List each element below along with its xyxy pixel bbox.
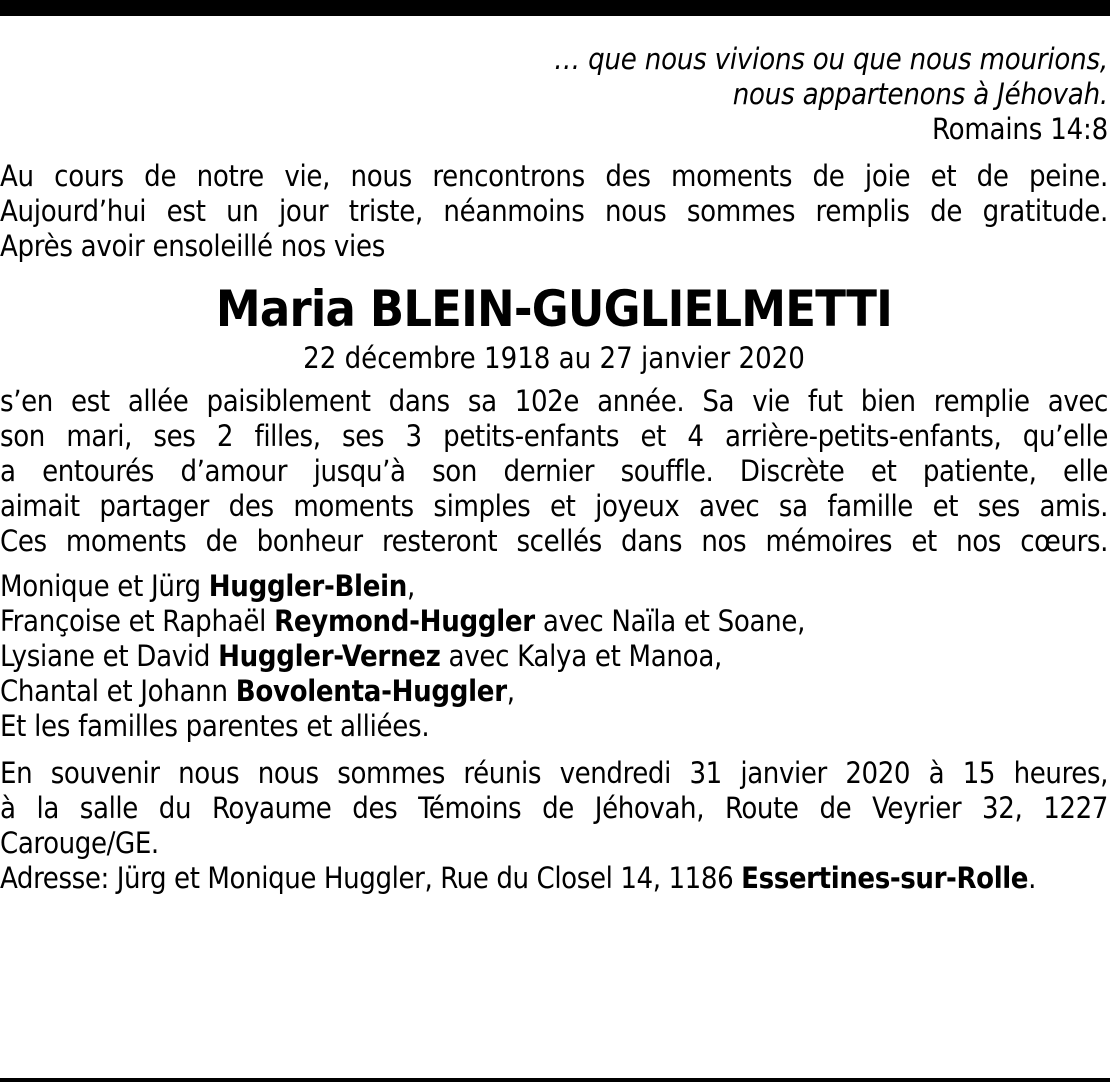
bio-line-1: s’en est allée paisiblement dans sa 102e année. Sa vie fut bien remplie avec xyxy=(0,384,1108,418)
obituary xyxy=(0,42,1108,896)
bio-line-4: aimait partager des moments simples et joyeux avec sa famille et ses amis. xyxy=(0,489,1108,523)
address-line xyxy=(0,861,1108,896)
family-list xyxy=(0,569,1108,744)
family-names: Monique et Jürg xyxy=(0,569,209,603)
family-closing: Et les familles parentes et alliées. xyxy=(0,709,430,743)
intro-line-3: Après avoir ensoleillé nos vies xyxy=(0,229,386,263)
bio-line-3: a entourés d’amour jusqu’à son dernier souffle. Discrète et patiente, elle xyxy=(0,454,1108,488)
memorial-info xyxy=(0,756,1108,896)
address-town: Essertines-sur-Rolle xyxy=(741,861,1029,895)
family-suffix: , xyxy=(407,569,415,603)
bible-quote xyxy=(0,42,1108,147)
family-surname: Bovolenta-Huggler xyxy=(235,674,507,708)
family-surname: Reymond-Huggler xyxy=(274,604,535,638)
family-surname: Huggler-Vernez xyxy=(218,639,441,673)
address-text: Adresse: Jürg et Monique Huggler, Rue du Closel 14, 1186 xyxy=(0,861,742,895)
intro-line-2: Aujourd’hui est un jour triste, néanmoins nous sommes remplis de gratitude. xyxy=(0,194,1108,228)
top-rule xyxy=(0,0,1110,16)
quote-line-1: … que nous vivions ou que nous mourions, xyxy=(554,42,1108,76)
bio-paragraph xyxy=(0,384,1108,559)
family-entry xyxy=(0,674,1108,709)
quote-line-2: nous appartenons à Jéhovah. xyxy=(732,77,1108,111)
memorial-line-2: à la salle du Royaume des Témoins de Jéhovah, Route de Veyrier 32, 1227 xyxy=(0,791,1108,825)
bio-line-2: son mari, ses 2 filles, ses 3 petits-enfants et 4 arrière-petits-enfants, qu’elle xyxy=(0,419,1108,453)
family-entry xyxy=(0,639,1108,674)
family-suffix: avec Naïla et Soane, xyxy=(534,604,806,638)
family-names: Chantal et Johann xyxy=(0,674,236,708)
family-names: Lysiane et David xyxy=(0,639,219,673)
deceased-name: Maria BLEIN-GUGLIELMETTI xyxy=(215,280,893,338)
intro-paragraph xyxy=(0,159,1108,264)
intro-line-1: Au cours de notre vie, nous rencontrons des moments de joie et de peine. xyxy=(0,159,1108,193)
family-surname: Huggler-Blein xyxy=(208,569,408,603)
bio-line-5: Ces moments de bonheur resteront scellés dans nos mémoires et nos cœurs. xyxy=(0,524,1108,558)
family-entry xyxy=(0,604,1108,639)
address-suffix: . xyxy=(1028,861,1036,895)
family-entry xyxy=(0,569,1108,604)
family-suffix: avec Kalya et Manoa, xyxy=(440,639,722,673)
verse-reference: Romains 14:8 xyxy=(931,112,1108,146)
life-dates: 22 décembre 1918 au 27 janvier 2020 xyxy=(303,341,805,375)
family-names: Françoise et Raphaël xyxy=(0,604,275,638)
memorial-line-1: En souvenir nous nous sommes réunis vendredi 31 janvier 2020 à 15 heures, xyxy=(0,756,1108,790)
memorial-line-3: Carouge/GE. xyxy=(0,826,159,860)
family-suffix: , xyxy=(506,674,515,708)
bottom-rule xyxy=(0,1078,1110,1082)
